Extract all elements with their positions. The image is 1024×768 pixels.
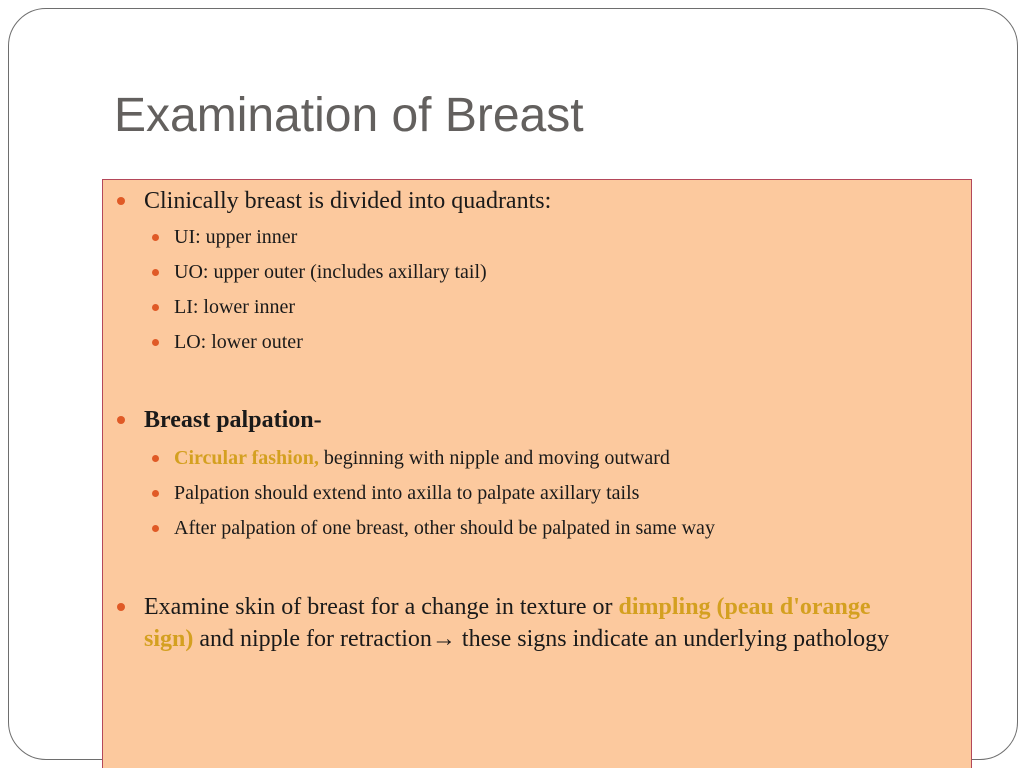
bullet-palpation-axilla bbox=[174, 480, 934, 506]
highlight-text: dimpling (peau d'orange sign) bbox=[144, 594, 871, 652]
bullet-dot-icon bbox=[152, 455, 159, 462]
slide-title: Examination of Breast bbox=[114, 89, 584, 142]
bullet-dot-icon bbox=[152, 304, 159, 311]
bullet-text: After palpation of one breast, other should be palpated in same way bbox=[174, 517, 715, 539]
bullet-text: UO: upper outer (includes axillary tail) bbox=[174, 261, 487, 283]
bullet-dot-icon bbox=[152, 269, 159, 276]
bullet-quadrant-ui bbox=[174, 224, 934, 250]
bullet-quadrants-heading bbox=[144, 185, 904, 217]
bullet-dot-icon bbox=[152, 339, 159, 346]
bullet-dot-icon bbox=[152, 490, 159, 497]
bullet-dot-icon bbox=[152, 525, 159, 532]
highlight-comma: , bbox=[313, 447, 319, 469]
bullet-dot-icon bbox=[152, 234, 159, 241]
content-box bbox=[102, 179, 972, 768]
bullet-quadrant-lo bbox=[174, 329, 934, 355]
bullet-text: LI: lower inner bbox=[174, 296, 296, 318]
bullet-text: and nipple for retraction→ these signs indicate an underlying pathology bbox=[193, 626, 890, 652]
bullet-quadrant-li bbox=[174, 294, 934, 320]
bullet-dot-icon bbox=[117, 603, 125, 611]
bullet-palpation-circular bbox=[174, 445, 934, 471]
bullet-quadrant-uo bbox=[174, 259, 934, 285]
bullet-palpation-other-breast bbox=[174, 515, 934, 541]
bullet-text: Examine skin of breast for a change in texture or bbox=[144, 594, 619, 620]
bullet-text: Clinically breast is divided into quadrants: bbox=[144, 188, 552, 214]
bullet-palpation-heading bbox=[144, 404, 904, 436]
bullet-dot-icon bbox=[117, 197, 125, 205]
bullet-skin-exam bbox=[144, 591, 904, 655]
bullet-text: beginning with nipple and moving outward bbox=[318, 447, 670, 469]
bullet-text: LO: lower outer bbox=[174, 331, 303, 353]
bullet-dot-icon bbox=[117, 416, 125, 424]
bullet-text: UI: upper inner bbox=[174, 226, 298, 248]
bullet-text: Breast palpation- bbox=[144, 407, 322, 433]
bullet-text: Palpation should extend into axilla to palpate axillary tails bbox=[174, 482, 640, 504]
highlight-text: Circular fashion bbox=[174, 447, 314, 469]
